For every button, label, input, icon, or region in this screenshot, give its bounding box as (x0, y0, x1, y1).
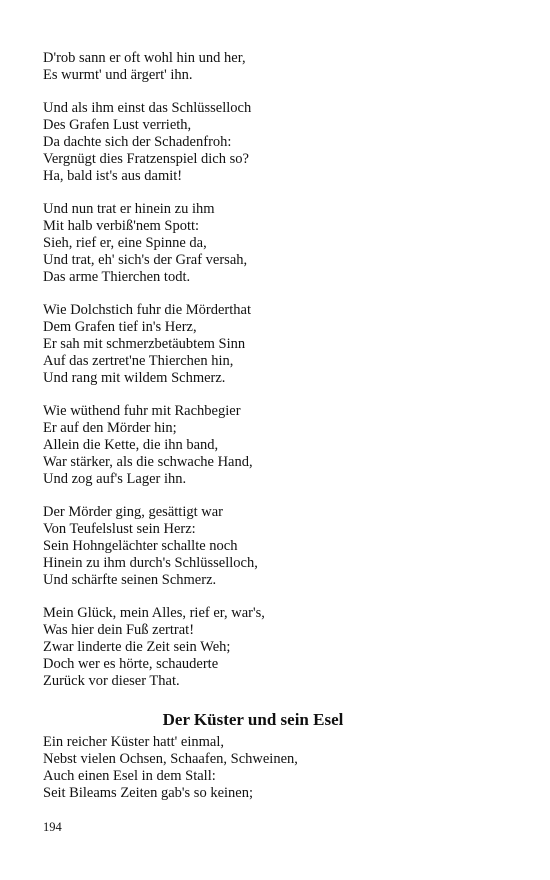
stanza-4 (43, 302, 513, 387)
verse-line: Hinein zu ihm durch's Schlüsselloch, (43, 555, 258, 571)
stanza-5 (43, 403, 513, 488)
verse-line: Sieh, rief er, eine Spinne da, (43, 235, 207, 251)
verse-line: Wie wüthend fuhr mit Rachbegier (43, 403, 241, 419)
verse-line: Des Grafen Lust verrieth, (43, 117, 192, 133)
verse-line: Dem Grafen tief in's Herz, (43, 319, 197, 335)
verse-line: Allein die Kette, die ihn band, (43, 437, 219, 453)
verse-line: War stärker, als die schwache Hand, (43, 454, 253, 470)
verse-line: Von Teufelslust sein Herz: (43, 521, 196, 537)
verse-line: Was hier dein Fuß zertrat! (43, 622, 195, 638)
verse-line: Auch einen Esel in dem Stall: (43, 768, 216, 784)
verse-line: Und trat, eh' sich's der Graf versah, (43, 252, 248, 268)
verse-line: Sein Hohngelächter schallte noch (43, 538, 238, 554)
stanza-new-poem (43, 734, 513, 802)
verse-line: Ha, bald ist's aus damit! (43, 168, 183, 184)
verse-line: Da dachte sich der Schadenfroh: (43, 134, 232, 150)
stanza-3 (43, 201, 513, 286)
verse-line: Und als ihm einst das Schlüsselloch (43, 100, 252, 116)
verse-line: Vergnügt dies Fratzenspiel dich so? (43, 151, 249, 167)
verse-line: Seit Bileams Zeiten gab's so keinen; (43, 785, 254, 801)
page-number: 194 (43, 820, 62, 834)
verse-line: D'rob sann er oft wohl hin und her, (43, 50, 246, 66)
verse-line: Es wurmt' und ärgert' ihn. (43, 67, 193, 83)
verse-line: Zurück vor dieser That. (43, 673, 180, 689)
verse-line: Auf das zertret'ne Thierchen hin, (43, 353, 234, 369)
verse-line: Ein reicher Küster hatt' einmal, (43, 734, 224, 750)
verse-line: Das arme Thierchen todt. (43, 269, 191, 285)
stanza-1 (43, 50, 513, 84)
poem-title: Der Küster und sein Esel (162, 710, 344, 729)
verse-line: Er sah mit schmerzbetäubtem Sinn (43, 336, 246, 352)
verse-line: Der Mörder ging, gesättigt war (43, 504, 223, 520)
stanza-2 (43, 100, 513, 185)
verse-line: Und nun trat er hinein zu ihm (43, 201, 215, 217)
verse-line: Und zog auf's Lager ihn. (43, 471, 187, 487)
verse-line: Wie Dolchstich fuhr die Mörderthat (43, 302, 251, 318)
verse-line: Nebst vielen Ochsen, Schaafen, Schweinen, (43, 751, 298, 767)
verse-line: Zwar linderte die Zeit sein Weh; (43, 639, 231, 655)
stanza-7 (43, 605, 513, 690)
verse-line: Doch wer es hörte, schauderte (43, 656, 219, 672)
verse-line: Mein Glück, mein Alles, rief er, war's, (43, 605, 265, 621)
verse-line: Und rang mit wildem Schmerz. (43, 370, 226, 386)
verse-line: Er auf den Mörder hin; (43, 420, 177, 436)
page-body (43, 50, 513, 818)
verse-line: Und schärfte seinen Schmerz. (43, 572, 217, 588)
stanza-6 (43, 504, 513, 589)
verse-line: Mit halb verbiß'nem Spott: (43, 218, 200, 234)
